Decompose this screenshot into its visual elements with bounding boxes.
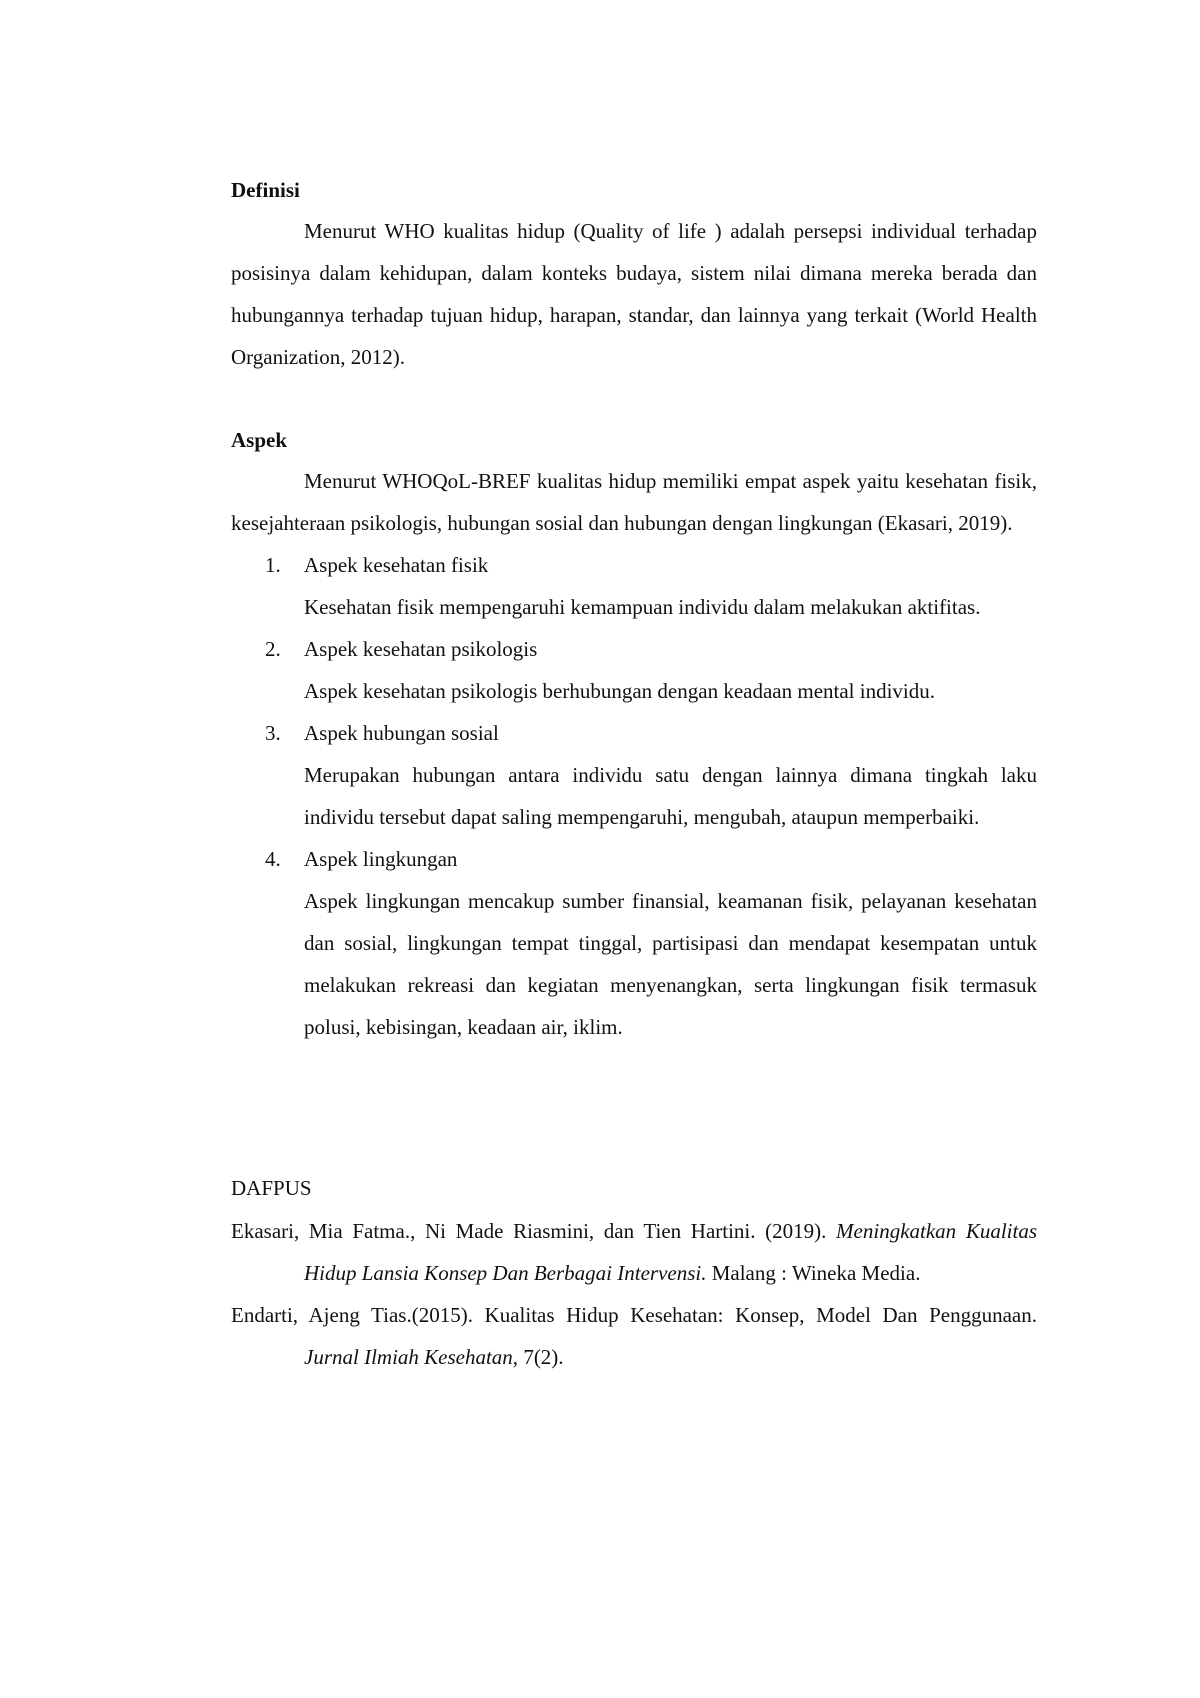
aspect-list [231,544,1037,1048]
reference-journal: Jurnal Ilmiah Kesehatan, [304,1345,519,1369]
reference-title: Meningkatkan Kualitas Hidup Lansia Konsep Dan Berbagai Intervensi. [304,1219,1037,1285]
aspek-paragraph: Menurut WHOQoL-BREF kualitas hidup memiliki empat aspek yaitu kesehatan fisik, kesejahteraan psikologis, hubungan sosial dan hubungan dengan lingkungan (Ekasari, 2019). [231,469,1037,535]
reference-authors: Endarti, Ajeng Tias.(2015). Kualitas Hidup Kesehatan: Konsep, Model Dan Penggunaan. [231,1303,1037,1327]
aspect-title: Aspek lingkungan [304,847,458,871]
aspect-number: 4. [265,847,281,871]
aspect-item [231,712,1037,838]
aspect-number: 3. [265,721,281,745]
aspect-description: Aspek lingkungan mencakup sumber finansial, keamanan fisik, pelayanan kesehatan dan sosial, lingkungan tempat tinggal, partisipasi dan mendapat kesempatan untuk melakukan rekreasi dan kegiatan menyenangkan, serta lingkungan fisik termasuk polusi, kebisingan, keadaan air, iklim. [304,889,1037,1039]
aspect-description: Aspek kesehatan psikologis berhubungan dengan keadaan mental individu. [304,679,936,703]
page-content [231,170,1037,1378]
definisi-paragraph: Menurut WHO kualitas hidup (Quality of life ) adalah persepsi individual terhadap posisinya dalam kehidupan, dalam konteks budaya, sistem nilai dimana mereka berada dan hubungannya terhadap tujuan hidup, harapan, standar, dan lainnya yang terkait (World Health Organization, 2012). [231,219,1037,369]
aspect-number: 1. [265,553,281,577]
aspect-title: Aspek kesehatan psikologis [304,637,538,661]
section-spacer [231,378,1037,420]
aspect-title: Aspek hubungan sosial [304,721,499,745]
aspek-heading: Aspek [231,428,288,452]
aspect-description: Merupakan hubungan antara individu satu dengan lainnya dimana tingkah laku individu tersebut dapat saling mempengaruhi, mengubah, ataupun memperbaiki. [304,763,1037,829]
aspect-item [231,544,1037,628]
reference-entry [231,1210,1037,1294]
aspect-description: Kesehatan fisik mempengaruhi kemampuan individu dalam melakukan aktifitas. [304,595,981,619]
aspect-item [231,628,1037,712]
reference-authors: Ekasari, Mia Fatma., Ni Made Riasmini, dan Tien Hartini. (2019). [231,1219,837,1243]
aspect-item [231,838,1037,1048]
aspect-title: Aspek kesehatan fisik [304,553,489,577]
references-title: DAFPUS [231,1176,312,1200]
aspect-number: 2. [265,637,281,661]
definisi-heading: Definisi [231,178,300,202]
reference-volume: 7(2). [518,1345,564,1369]
reference-publisher: Malang : Wineka Media. [706,1261,921,1285]
reference-entry [231,1294,1037,1378]
section-spacer [231,1048,1037,1168]
